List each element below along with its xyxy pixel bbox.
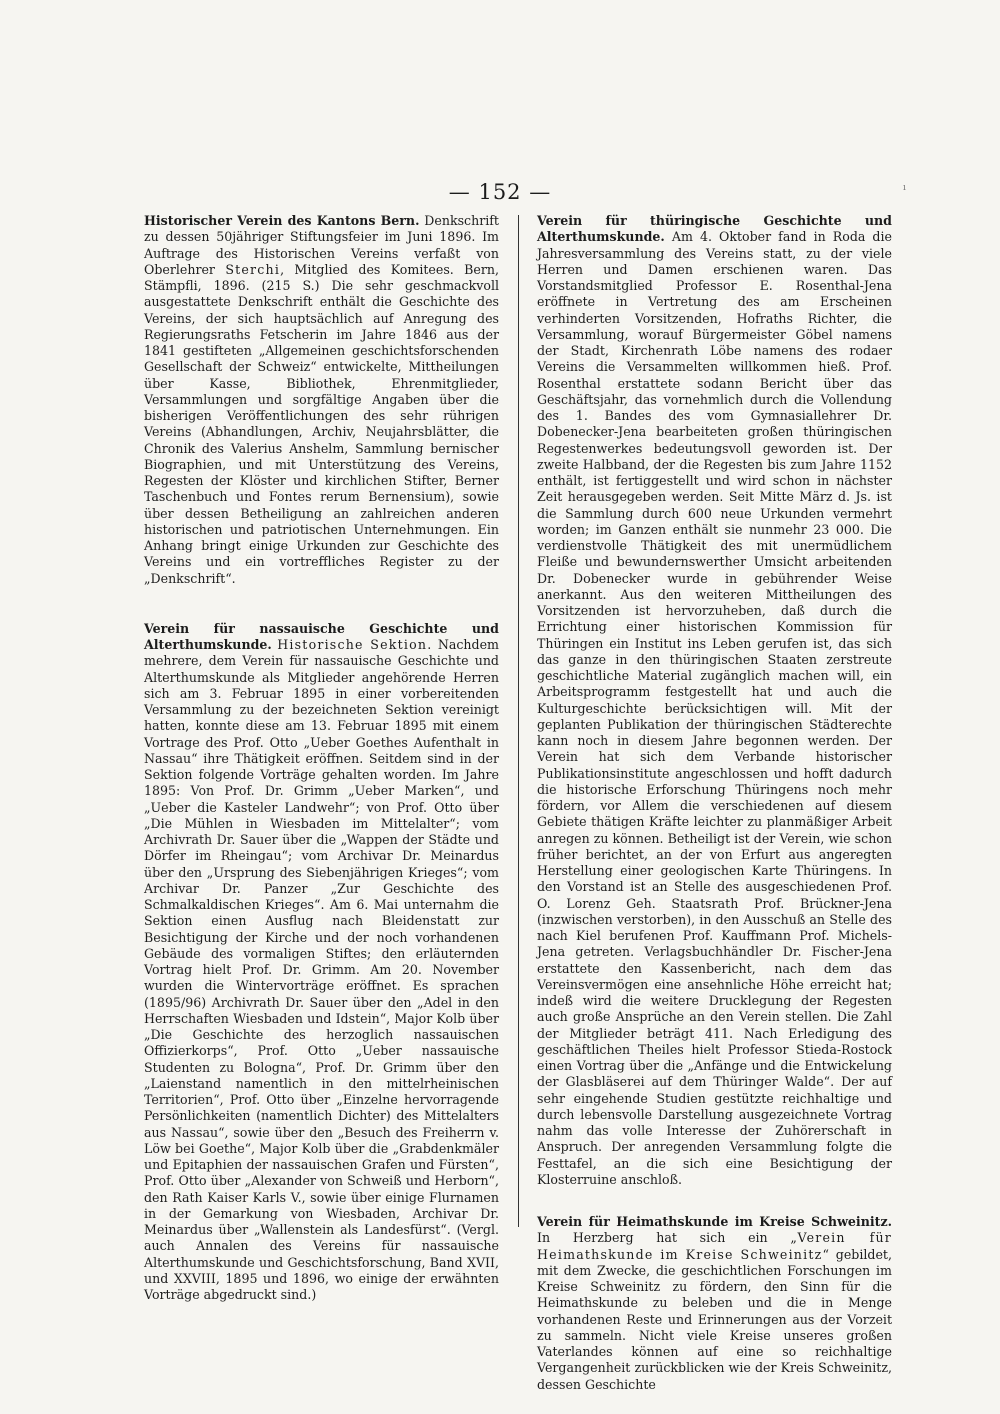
entry-heimathskunde-schweinitz: [537, 1214, 892, 1393]
entry-society-name: „Verein für Heimathskunde im Kreise Schweinitz“: [537, 1230, 892, 1262]
entry-heading: Verein für Heimathskunde im Kreise Schweinitz.: [537, 1214, 892, 1229]
page-number: — 152 —: [448, 180, 552, 204]
entry-text: Nachdem mehrere, dem Verein für nassauische Geschichte und Alterthumskunde als Mitglieder angehörende Herren sich am 3. Februar 1895 in einer vorbereitenden Versammlung zu der bezeichneten Sektion vereinigt hatten, konnte diese am 13. Februar 1895 mit einem Vortrage des Prof. Otto „Ueber Goethes Aufenthalt in Nassau“ ihre Thätigkeit eröffnen. Seitdem sind in der Sektion folgende Vorträge gehalten worden. Im Jahre 1895: Von Prof. Dr. Grimm „Ueber Marken“, und „Ueber die Kasteler Landwehr“; von Prof. Otto über „Die Mühlen in Wiesbaden im Mittelalter“; vom Archivrath Dr. Sauer über die „Wappen der Städte und Dörfer im Rheingau“; vom Archivar Dr. Meinardus über den „Ursprung des Siebenjährigen Krieges“; vom Archivar Dr. Panzer „Zur Geschichte des Schmalkaldischen Krieges“. Am 6. Mai unternahm die Sektion einen Ausflug nach Bleidenstatt zur Besichtigung der Kirche und der noch vorhandenen Gebäude des vormaligen Stiftes; den erläuternden Vortrag hielt Prof. Dr. Grimm. Am 20. November wurden die Wintervorträge eröffnet. Es sprachen (1895/96) Archivrath Dr. Sauer über den „Adel in den Herrschaften Wiesbaden und Idstein“, Major Kolb über „Die Geschichte des herzoglich nassauischen Offizierkorps“, Prof. Otto „Ueber nassauische Studenten zu Bologna“, Prof. Dr. Grimm über den „Laienstand namentlich in den mittelrheinischen Territorien“, Prof. Otto über „Einzelne hervorragende Persönlichkeiten (namentlich Dichter) des Mittelalters aus Nassau“, sowie über den „Besuch des Freiherrn v. Löw bei Goethe“, Major Kolb über die „Grabdenkmäler und Epitaphien der nassauischen Grafen und Fürsten“, Prof. Otto über „Alexander von Schweiß und Herborn“, den Rath Kaiser Karls V., sowie über einige Flurnamen in der Gemarkung von Wiesbaden, Archivar Dr. Meinardus über „Wallenstein als Landesfürst“. (Vergl. auch Annalen des Vereins für nassauische Alterthumskunde und Geschichtsforschung, Band XVII, und XXVIII, 1895 und 1896, wo einige der erwähnten Vorträge abgedruckt sind.): [144, 637, 499, 1302]
column-divider: [518, 215, 519, 1227]
entry-nassauische-geschichte: [144, 621, 499, 1304]
right-column: [537, 213, 892, 1393]
entry-gap: [144, 587, 499, 621]
entry-section-title: Historische Sektion.: [277, 637, 433, 652]
entry-historischer-verein-bern: [144, 213, 499, 587]
entry-text: Am 4. Oktober fand in Roda die Jahresversammlung des Vereins statt, zu der viele Herren und Damen erschienen waren. Das Vorstandsmitglied Professor E. Rosenthal-Jena eröffnete in Vertretung des am Erscheinen verhinderten Vorsitzenden, Hofraths Richter, die Versammlung, worauf Bürgermeister Göbel namens der Stadt, Kirchenrath Löbe namens des rodaer Vereins die Versammelten willkommen hieß. Prof. Rosenthal erstattete sodann Bericht über das Geschäftsjahr, das vornehmlich durch die Vollendung des 1. Bandes des vom Gymnasiallehrer Dr. Dobenecker-Jena bearbeiteten großen thüringischen Regestenwerkes bedeutungsvoll geworden ist. Der zweite Halbband, der die Regesten bis zum Jahre 1152 enthält, ist fertiggestellt und wird schon in nächster Zeit herausgegeben werden. Seit Mitte März d. Js. ist die Sammlung durch 600 neue Urkunden vermehrt worden; im Ganzen enthält sie nunmehr 23 000. Die verdienstvolle Thätigkeit des mit unermüdlichem Fleiße und bewundernswerther Umsicht arbeitenden Dr. Dobenecker wurde in gebührender Weise anerkannt. Aus den weiteren Mittheilungen des Vorsitzenden ist hervorzuheben, daß durch die Errichtung einer historischen Kommission für Thüringen ein Institut ins Leben gerufen ist, das sich das ganze in den thüringischen Staaten zerstreute geschichtliche Material zugänglich machen will, ein Arbeitsprogramm festgestellt hat und auch die Kulturgeschichte berücksichtigen will. Mit der geplanten Publikation der thüringischen Städterechte kann noch in diesem Jahre begonnen werden. Der Verein hat sich dem Verbande historischer Publikationsinstitute angeschlossen und hofft dadurch die historische Erforschung Thüringens noch mehr fördern, vor Allem die verschiedenen auf diesem Gebiete thätigen Kräfte leichter zu planmäßiger Arbeit anregen zu können. Betheiligt ist der Verein, wie schon früher berichtet, an der von Erfurt aus angeregten Herstellung einer geologischen Karte Thüringens. In den Vorstand ist an Stelle des ausgeschiedenen Prof. O. Lorenz Geh. Staatsrath Prof. Brückner-Jena (inzwischen verstorben), in den Ausschuß an Stelle des nach Kiel berufenen Prof. Kauffmann Prof. Michels-Jena getreten. Verlagsbuchhändler Dr. Fischer-Jena erstattete den Kassenbericht, nach dem das Vereinsvermögen eine ansehnliche Höhe erreicht hat; indeß wird die weitere Drucklegung der Regesten auch große Ansprüche an den Verein stellen. Die Zahl der Mitglieder beträgt 411. Nach Erledigung des geschäftlichen Theiles hielt Professor Stieda-Rostock einen Vortrag über die „Anfänge und die Entwickelung der Glasbläserei auf dem Thüringer Walde“. Der auf sehr eingehende Studien gestützte reichhaltige und durch lebensvolle Darstellung ausgezeichnete Vortrag nahm das volle Interesse der Zuhörerschaft in Anspruch. Der anregenden Versammlung folgte die Festtafel, an die sich eine Besichtigung der Klosterruine anschloß.: [537, 229, 892, 1187]
entry-text: gebildet, mit dem Zwecke, die geschichtlichen Forschungen im Kreise Schweinitz zu fördern, den Sinn für die Heimathskunde zu beleben und die in Menge vorhandenen Reste und Erinnerungen aus der Vorzeit zu sammeln. Nicht viele Kreise unseres großen Vaterlandes können auf eine so reichhaltige Vergangenheit zurückblicken wie der Kreis Schweinitz, dessen Geschichte: [537, 1246, 892, 1392]
left-column: [144, 213, 499, 1303]
entry-heading: Verein für nassauische Geschichte und Alterthumskunde.: [144, 620, 499, 652]
entry-thueringische-geschichte: [537, 213, 892, 1188]
edge-mark: ı: [903, 183, 906, 193]
entry-text: , Mitglied des Komitees. Bern, Stämpfli, 1896. (215 S.) Die sehr geschmackvoll ausgestattete Denkschrift enthält die Geschichte des Vereins, der sich hauptsächlich auf Anregung des Regierungsraths Fetscherin im Jahre 1846 aus der 1841 gestifteten „Allgemeinen geschichtsforschenden Gesellschaft der Schweiz“ entwickelte, Mittheilungen über Kasse, Bibliothek, Ehrenmitglieder, Versammlungen und sorgfältige Angaben über die bisherigen Veröffentlichungen des sehr rührigen Vereins (Abhandlungen, Archiv, Neujahrsblätter, die Chronik des Valerius Anshelm, Sammlung bernischer Biographien, und mit Unterstützung des Vereins, Regesten der Klöster und kirchlichen Stifter, Berner Taschenbuch und Fontes rerum Bernensium), sowie über dessen Betheiligung an zahlreichen anderen historischen und patriotischen Unternehmungen. Ein Anhang bringt einige Urkunden zur Geschichte des Vereins und ein vortreffliches Register zu der „Denkschrift“.: [144, 261, 499, 586]
entry-heading: Verein für thüringische Geschichte und Alterthumskunde.: [537, 213, 892, 245]
entry-gap: [537, 1188, 892, 1214]
entry-text: Denkschrift zu dessen 50jähriger Stiftungsfeier im Juni 1896. Im Auftrage des Historischen Vereins verfaßt von Oberlehrer: [144, 213, 499, 277]
entry-heading: Historischer Verein des Kantons Bern.: [144, 213, 420, 228]
entry-text: In Herzberg hat sich ein: [537, 1230, 768, 1246]
entry-author-name: Sterchi: [225, 261, 281, 277]
